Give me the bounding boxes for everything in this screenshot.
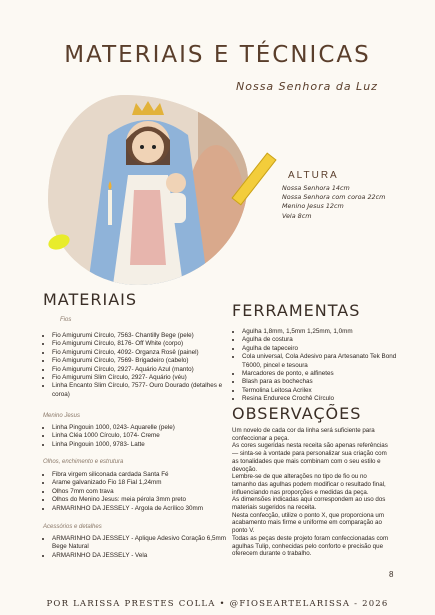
list-item: • ARMARINHO DA JESSELY - Argola de Acrílico 30mm bbox=[52, 505, 232, 513]
height-item: Menino Jesus 12cm bbox=[282, 202, 344, 211]
list-item: • Fio Amigurumi Círculo, 7563- Chantilly Bege (pele) bbox=[52, 332, 224, 340]
list-item: • Blash para as bochechas bbox=[242, 378, 407, 386]
paragraph: As cores sugeridas nesta receita são apenas referências — sinta-se à vontade para personalizar sua criação com as tonalidades que mais combinam com o seu estilo e devoção. bbox=[232, 442, 388, 473]
page-title: MATERIAIS E TÉCNICAS bbox=[64, 42, 371, 68]
list-item: • ARMARINHO DA JESSELY - Vela bbox=[52, 552, 232, 560]
list-item: • Fio Amigurumi Círculo, 8176- Off White (corpo) bbox=[52, 340, 224, 348]
baby-jesus-label: Menino Jesus bbox=[43, 413, 81, 419]
list-item: • Linha Encanto Slim Círculo, 7577- Ouro Dourado (detalhes e coroa) bbox=[52, 382, 224, 399]
list-item: • Fibra virgem siliconada cardada Santa Fé bbox=[52, 471, 232, 479]
list-item: • Arame galvanizado Fio 18 Fial 1,24mm bbox=[52, 479, 232, 487]
list-item: • Agulha de tapeceiro bbox=[242, 345, 407, 353]
paragraph: Todas as peças deste projeto foram confeccionadas com agulhas Tulip, conhecidas pelo conforto e precisão que oferecem durante o trabalho. bbox=[232, 534, 389, 558]
baby-jesus-list bbox=[42, 424, 224, 449]
paragraph: As dimensões indicadas aqui correspondem ao uso dos materiais sugeridos na receita. bbox=[232, 496, 386, 512]
height-item: Nossa Senhora 14cm bbox=[282, 184, 350, 192]
list-item: • Marcadores de ponto, e alfinetes bbox=[242, 370, 407, 378]
height-item: Vela 8cm bbox=[282, 211, 312, 220]
list-item: • Agulha de costura bbox=[242, 336, 407, 344]
list-item: • Linha Cléa 1000 Círculo, 1074- Creme bbox=[52, 432, 224, 440]
paragraph: Nesta confecção, utilize o ponto X, que proporciona um acabamento mais firme e uniforme em comparação ao ponto V. bbox=[232, 511, 385, 535]
materials-heading: MATERIAIS bbox=[43, 290, 138, 309]
stuffing-label: Olhos, enchimento e estrutura bbox=[43, 459, 124, 465]
list-item: • Termolina Leitosa Acrilex bbox=[242, 387, 407, 395]
paragraph: Um novelo de cada cor da linha será suficiente para confeccionar a peça. bbox=[232, 427, 375, 442]
list-item: • Fio Amigurumi Círculo, 2927- Aquário Azul (manto) bbox=[52, 366, 224, 374]
list-item: • Fio Amigurumi Círculo, 4092- Organza Rosê (painel) bbox=[52, 349, 224, 357]
doll-illustration bbox=[48, 95, 248, 285]
height-heading: ALTURA bbox=[288, 170, 339, 181]
list-item: • Olhos 7mm com trava bbox=[52, 488, 232, 496]
list-item: • Fio Amigurumi Círculo, 7569- Brigadeiro (cabelo) bbox=[52, 357, 224, 365]
yarns-list bbox=[42, 332, 224, 399]
page-subtitle: Nossa Senhora da Luz bbox=[236, 80, 378, 93]
paragraph: Lembre-se de que alterações no tipo de fio ou no tamanho das agulhas podem modificar o resultado final, influenciando nas proporções e medidas da peça. bbox=[232, 473, 386, 496]
page-number: 8 bbox=[389, 570, 394, 579]
list-item: • Olhos do Menino Jesus: meia pérola 3mm preto bbox=[52, 496, 232, 504]
list-item: • ARMARINHO DA JESSELY - Aplique Adesivo Coração 6,5mm Bege Natural bbox=[52, 535, 232, 552]
stuffing-list bbox=[42, 471, 232, 513]
observations-text bbox=[232, 427, 392, 558]
tools-list bbox=[232, 328, 407, 404]
footer-credit: POR LARISSA PRESTES COLLA • @FIOSEARTELARISSA - 2026 bbox=[46, 599, 389, 609]
tools-heading: FERRAMENTAS bbox=[232, 301, 361, 320]
list-item: • Fio Amigurumi Slim Círculo, 2927- Aquário (véu) bbox=[52, 374, 224, 382]
observations-heading: OBSERVAÇÕES bbox=[232, 404, 362, 423]
list-item: • Linha Pingouin 1000, 9783- Latte bbox=[52, 441, 224, 449]
doll-photo bbox=[48, 95, 248, 285]
accessories-label: Acessórios e detalhes bbox=[43, 524, 102, 530]
height-list bbox=[282, 184, 385, 221]
list-item: • Linha Pingouin 1000, 0243- Aquarelle (pele) bbox=[52, 424, 224, 432]
list-item: • Resina Endurece Crochê Círculo bbox=[242, 395, 407, 403]
accessories-list bbox=[42, 535, 232, 560]
yarns-label: Fios bbox=[60, 317, 72, 323]
list-item: • Agulha 1,8mm, 1,5mm 1,25mm, 1,0mm bbox=[242, 328, 407, 336]
height-item: Nossa Senhora com coroa 22cm bbox=[282, 193, 386, 202]
list-item: • Cola universal, Cola Adesivo para Artesanato Tek Bond T6000, pincel e tesoura bbox=[242, 353, 407, 370]
